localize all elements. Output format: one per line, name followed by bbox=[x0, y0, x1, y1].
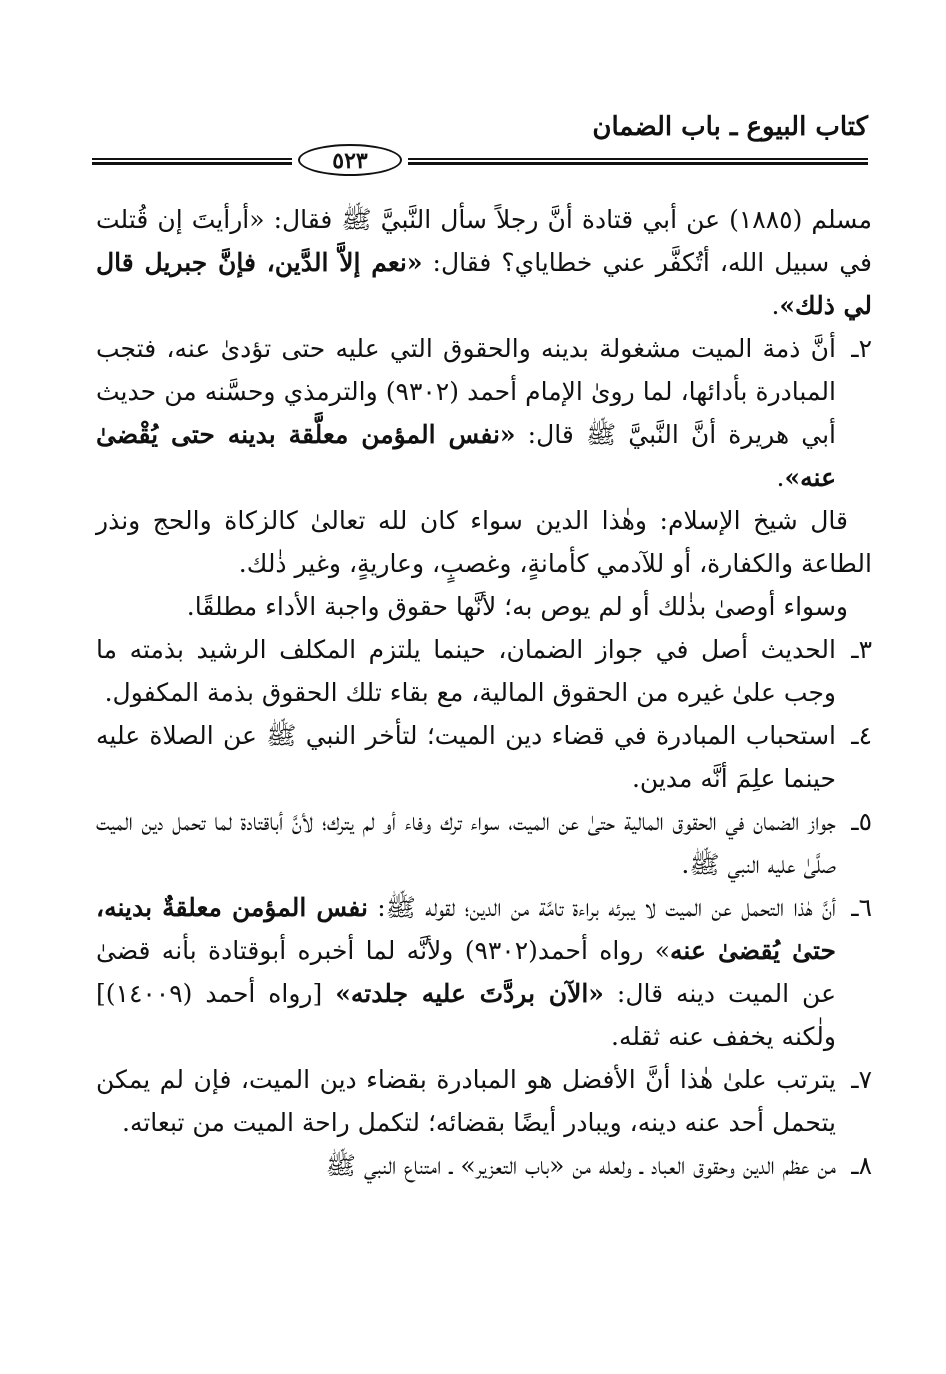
item-text: من عظم الدين وحقوق العباد ـ ولعله من «باب التعزير» ـ امتناع النبي ﷺ bbox=[325, 1151, 836, 1180]
item-6-text-1: أنَّ هٰذا التحمل عن الميت لا يبرئه براءة تامَّة من الدين؛ لقوله ﷺ: bbox=[367, 893, 836, 922]
item-number: ٦ـ bbox=[851, 893, 872, 922]
header-rule-left bbox=[92, 158, 292, 160]
header-rule-right bbox=[408, 158, 868, 160]
item-6-text-3: [رواه أحمد (١٤٠٠٩)] ولٰكنه يخفف عنه ثقله. bbox=[96, 979, 836, 1051]
item-6-bold-1: نفس المؤمن معلقةٌ بدينه، حتىٰ يُقضىٰ عنه bbox=[96, 893, 837, 965]
list-item-4 bbox=[96, 714, 872, 800]
item-text: استحباب المبادرة في قضاء دين الميت؛ لتأخر النبي ﷺ عن الصلاة عليه حينما علِمَ أنَّه مدين. bbox=[96, 721, 836, 793]
item-2-bold-quote: «نفس المؤمن معلَّقة بدينه حتى يُقْضىٰ عنه» bbox=[96, 420, 836, 492]
list-item-7 bbox=[96, 1058, 872, 1144]
intro-text: مسلم (١٨٨٥) عن أبي قتادة أنَّ رجلاً سأل النَّبيَّ ﷺ فقال: «أرأيتَ إن قُتلت في سبيل الله، أتُكفَّر عني خطاياي؟ فقال: bbox=[96, 205, 873, 277]
list-item-3 bbox=[96, 628, 872, 714]
running-title: كتاب البيوع ـ باب الضمان bbox=[592, 112, 868, 142]
item-6-text-2: » رواه أحمد(٩٣٠٢) ولأنَّه لما أخبره أبوقتادة بأنه قضىٰ عن الميت دينه قال: bbox=[96, 936, 837, 1008]
item-number: ٤ـ bbox=[851, 721, 872, 750]
item-text bbox=[96, 327, 836, 499]
item-2-end: . bbox=[776, 463, 785, 492]
intro-bold-quote: «نعم إلاَّ الدَّين، فإنَّ جبريل قال لي ذلك» bbox=[96, 248, 872, 320]
item-number: ٧ـ bbox=[851, 1065, 872, 1094]
item-text: الحديث أصل في جواز الضمان، حينما يلتزم المكلف الرشيد بذمته ما وجب علىٰ غيره من الحقوق المالية، مع بقاء تلك الحقوق بذمة المكفول. bbox=[96, 635, 836, 707]
intro-paragraph bbox=[96, 198, 872, 327]
page-number: ٥٢٣ bbox=[298, 144, 402, 176]
item-2-text: أنَّ ذمة الميت مشغولة بدينه والحقوق التي عليه حتى تؤدىٰ عنه، فتجب المبادرة بأدائها، لما روىٰ الإمام أحمد (٩٣٠٢) والترمذي وحسَّنه من حديث أبي هريرة أنَّ النَّبيَّ ﷺ قال: bbox=[96, 334, 836, 449]
item-number: ٣ـ bbox=[851, 635, 872, 664]
list-item-8 bbox=[96, 1144, 872, 1187]
item-text: جواز الضمان في الحقوق المالية حتىٰ عن الميت، سواء ترك وفاء أو لم يترك؛ لأنَّ أباقتادة لما تحمل دين الميت صلَّىٰ عليه النبي ﷺ. bbox=[96, 807, 836, 879]
list-item-6 bbox=[96, 886, 872, 1058]
intro-end: . bbox=[771, 291, 780, 320]
item-text bbox=[96, 886, 836, 1058]
sheikh-paragraph-2: وسواء أوصىٰ بذٰلك أو لم يوص به؛ لأنَّها حقوق واجبة الأداء مطلقًا. bbox=[186, 592, 848, 621]
item-text: يترتب علىٰ هٰذا أنَّ الأفضل هو المبادرة بقضاء دين الميت، فإن لم يمكن يتحمل أحد عنه دينه، ويبادر أيضًا بقضائه؛ لتكمل راحة الميت من تبعاته. bbox=[96, 1065, 836, 1137]
sheikh-paragraph-1: قال شيخ الإسلام: وهٰذا الدين سواء كان لله تعالىٰ كالزكاة والحج ونذر الطاعة والكفارة، أو للآدمي كأمانةٍ، وغصبٍ، وعاريةٍ، وغير ذٰلك. bbox=[96, 506, 872, 578]
list-item-5 bbox=[96, 800, 872, 886]
item-number: ٥ـ bbox=[851, 807, 872, 836]
item-number: ٢ـ bbox=[851, 334, 872, 363]
page-header bbox=[92, 112, 868, 182]
page-body bbox=[96, 198, 872, 1187]
item-6-bold-2: «الآن بردَّتَ عليه جلدته» bbox=[335, 979, 604, 1008]
item-number: ٨ـ bbox=[851, 1151, 872, 1180]
list-item-2 bbox=[96, 327, 872, 499]
